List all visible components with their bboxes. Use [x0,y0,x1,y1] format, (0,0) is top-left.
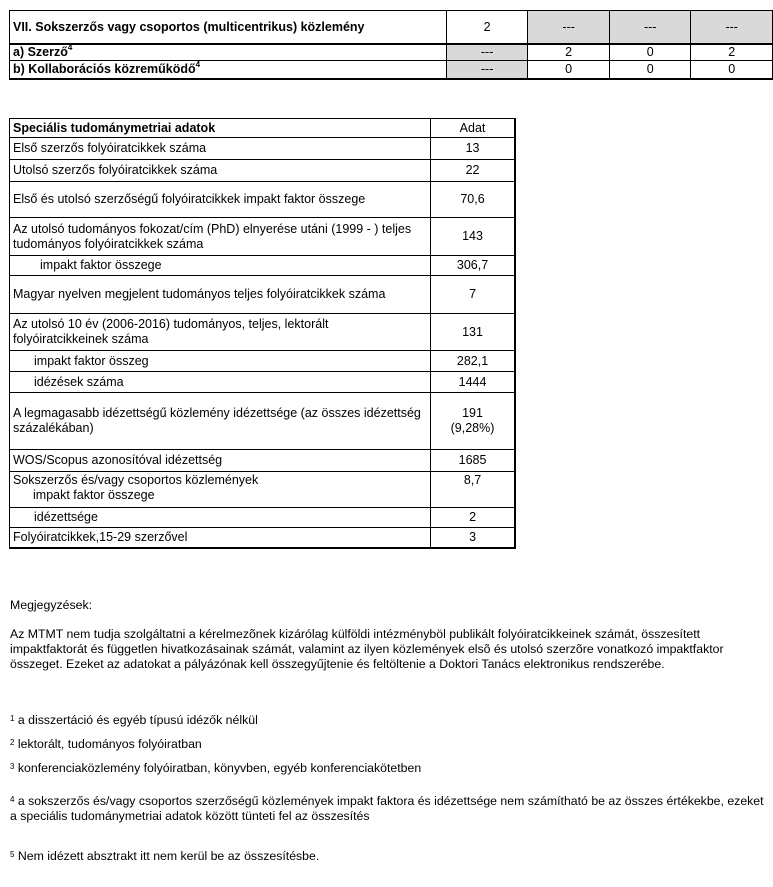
table-row [10,44,773,61]
footnote-text: a sokszerzős és/vagy csoportos szerzőségű közlemények impakt faktora és idézettsége nem számítható be az összes értékekbe, ezeket a speciális tudománymetriai adatok között tünteti fel az összesítés [10,794,764,823]
footnote-marker: 4 [67,43,73,53]
table-row [10,218,516,256]
table-row [10,160,516,182]
row-value [431,393,515,450]
row-value-secondary: (9,28%) [450,421,495,435]
footnote-marker: 4 [195,60,201,70]
row-label [10,472,431,508]
multicentric-publications-table [9,10,773,80]
row-value: 8,7 [431,472,515,508]
scientometric-data-table [9,118,516,549]
cell-value: 0 [609,44,691,61]
footnote-number: 2 [10,738,15,747]
row-value: 131 [431,314,515,351]
table-row [10,256,516,276]
row-label-line2: impakt faktor összege [33,488,155,502]
footnote-text: konferenciaközlemény folyóiratban, könyvben, egyéb konferenciakötetben [17,761,422,775]
footnote [10,849,765,864]
table-row [10,138,516,160]
footnote [10,713,765,728]
table-header-row [10,119,516,138]
footnote-text: Nem idézett absztrakt itt nem kerül be az összesítésbe. [17,849,320,863]
row-value: 1685 [431,450,515,472]
notes-paragraph: Az MTMT nem tudja szolgáltatni a kérelmezõnek kizárólag külföldi intézményböl publikált folyóiratcikkeinek számát, összesített impaktfaktorát és független hivatkozásainak számát, valamint az ilyen közlemények elsõ és utolsó szerzõre vonatkozó impaktfaktor összeget. Ezeket az adatokat a pályázónak kell összegyűjtenie és feltöltenie a Doktori Tanács elektronikus rendszerébe. [10,627,724,671]
row-value: 7 [431,276,515,314]
cell-value: 0 [691,61,773,79]
footnote [10,737,765,752]
footnote-number: 5 [10,850,15,859]
table-row [10,314,516,351]
table-row [10,61,773,79]
row-value: 282,1 [431,351,515,372]
row-label: Az utolsó tudományos fokozat/cím (PhD) elnyerése utáni (1999 - ) teljes tudományos folyóiratcikkek száma [10,218,431,256]
cell-value: 0 [528,61,610,79]
row-label: A legmagasabb idézettségű közlemény idézettsége (az összes idézettség százalékában) [10,393,431,450]
cell-value: --- [528,11,610,44]
cell-value: 0 [609,61,691,79]
footnote-number: 4 [10,795,15,804]
row-label-text: b) Kollaborációs közreműködő [13,62,196,77]
footnote-number: 1 [10,714,15,723]
footnote [10,761,765,776]
cell-value: --- [446,61,528,79]
header-label: Speciális tudománymetriai adatok [10,119,431,138]
table-row [10,182,516,218]
row-label: Első és utolsó szerzőségű folyóiratcikkek impakt faktor összege [10,182,431,218]
row-label: Az utolsó 10 év (2006-2016) tudományos, teljes, lektorált folyóiratcikkeinek száma [10,314,431,351]
row-label-text: a) Szerző [13,45,68,60]
row-value: 22 [431,160,515,182]
row-label-line1: Sokszerzős és/vagy csoportos közlemények [13,473,259,487]
row-label: Magyar nyelven megjelent tudományos teljes folyóiratcikkek száma [10,276,431,314]
header-value: Adat [431,119,515,138]
footnote-text: lektorált, tudományos folyóiratban [17,737,202,751]
row-value: 143 [431,218,515,256]
table-row [10,393,516,450]
row-label: VII. Sokszerzős vagy csoportos (multicentrikus) közlemény [10,11,447,44]
footnote [10,794,765,824]
row-label: Folyóiratcikkek,15-29 szerzővel [10,528,431,548]
row-label: impakt faktor összege [10,256,431,276]
footnote-number: 3 [10,762,15,771]
row-value: 13 [431,138,515,160]
row-label: idézettsége [10,508,431,528]
row-label [10,44,447,61]
row-value: 2 [431,508,515,528]
cell-value: 2 [446,11,528,44]
cell-value: 2 [528,44,610,61]
table-row [10,450,516,472]
row-value: 306,7 [431,256,515,276]
cell-value: --- [609,11,691,44]
row-label [10,61,447,79]
row-value: 1444 [431,372,515,393]
cell-value: --- [691,11,773,44]
table-row [10,508,516,528]
cell-value: --- [446,44,528,61]
table-row [10,528,516,548]
table-row [10,472,516,508]
cell-value: 2 [691,44,773,61]
row-value-primary: 191 [462,406,483,420]
row-value: 3 [431,528,515,548]
table-row [10,11,773,44]
row-label: Utolsó szerzős folyóiratcikkek száma [10,160,431,182]
row-label: idézések száma [10,372,431,393]
row-label: impakt faktor összeg [10,351,431,372]
row-label: WOS/Scopus azonosítóval idézettség [10,450,431,472]
footnote-text: a disszertáció és egyéb típusú idézők nélkül [17,713,258,727]
table-row [10,372,516,393]
table-row [10,276,516,314]
table-row [10,351,516,372]
row-label: Első szerzős folyóiratcikkek száma [10,138,431,160]
row-value: 70,6 [431,182,515,218]
notes-heading: Megjegyzések: [10,598,93,612]
